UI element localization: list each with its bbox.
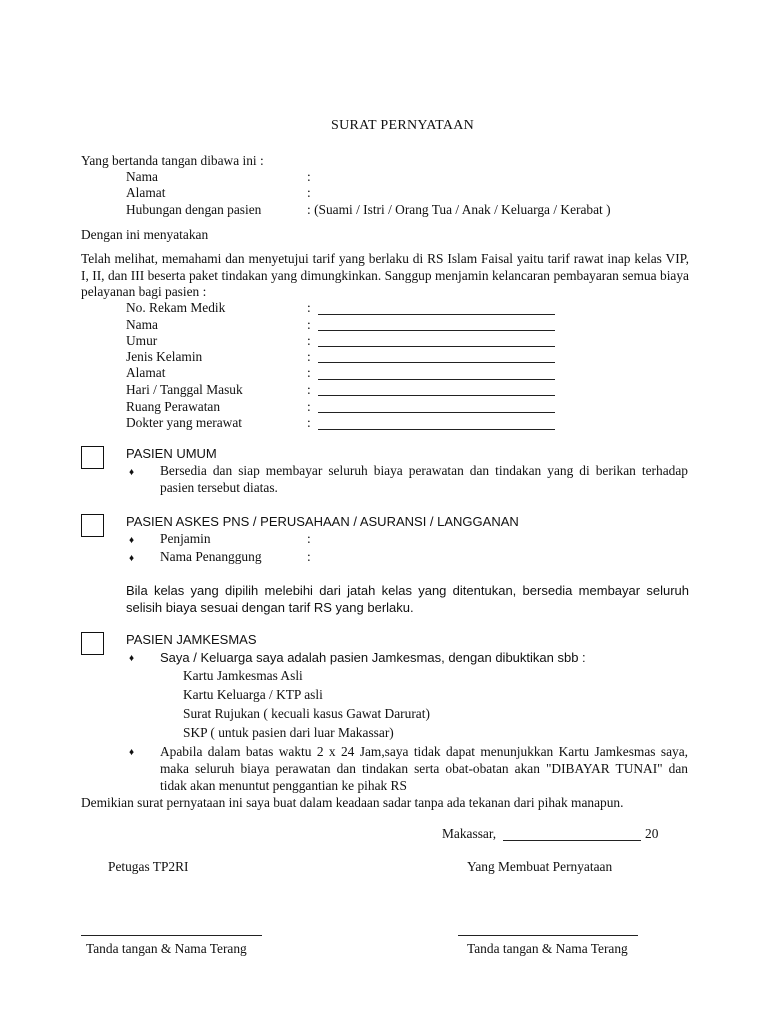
patient-field-colon: : — [307, 365, 311, 380]
bullet-icon: ♦ — [129, 535, 135, 546]
bullet-icon: ♦ — [129, 653, 135, 664]
signer-relation-options: : (Suami / Istri / Orang Tua / Anak / Keluarga / Kerabat ) — [307, 202, 611, 217]
section-heading-umum: PASIEN UMUM — [126, 446, 217, 461]
closing-statement: Demikian surat pernyataan ini saya buat dalam keadaan sadar tanpa ada tekanan dari pihak manapun. — [81, 795, 624, 810]
patient-field-label: Alamat — [126, 365, 166, 380]
signer-name-colon: : — [307, 169, 311, 184]
checkbox-pasien-umum[interactable] — [81, 446, 104, 469]
signature-right-line[interactable] — [458, 935, 638, 936]
askes-item-label: Penjamin — [160, 531, 211, 546]
patient-field-label: Nama — [126, 317, 158, 332]
signer-relation-label: Hubungan dengan pasien — [126, 202, 262, 217]
checkbox-pasien-askes[interactable] — [81, 514, 104, 537]
intro-text: Yang bertanda tangan dibawa ini : — [81, 153, 264, 168]
signer-name-label: Nama — [126, 169, 158, 184]
patient-field-line[interactable] — [318, 314, 555, 315]
place-label: Makassar, — [442, 826, 497, 841]
askes-note: Bila kelas yang dipilih melebihi dari jatah kelas yang ditentukan, bersedia membayar seluruh selisih biaya sesuai dengan tarif RS yang berlaku. — [126, 583, 689, 615]
patient-field-colon: : — [307, 333, 311, 348]
bullet-icon: ♦ — [129, 467, 135, 478]
jamkesmas-doc-item: Kartu Jamkesmas Asli — [183, 668, 303, 683]
patient-field-label: Dokter yang merawat — [126, 415, 243, 430]
bullet-icon: ♦ — [129, 747, 135, 758]
declare-text: Dengan ini menyatakan — [81, 227, 209, 242]
jamkesmas-doc-item: SKP ( untuk pasien dari luar Makassar) — [183, 725, 394, 740]
askes-item-colon: : — [307, 549, 311, 564]
signature-left-line[interactable] — [81, 935, 262, 936]
signature-left-role: Petugas TP2RI — [108, 859, 189, 874]
patient-field-line[interactable] — [318, 379, 555, 380]
signer-address-colon: : — [307, 185, 311, 200]
page-title: SURAT PERNYATAAN — [331, 118, 475, 133]
patient-field-line[interactable] — [318, 346, 555, 347]
askes-item-colon: : — [307, 531, 311, 546]
signature-left-caption: Tanda tangan & Nama Terang — [86, 941, 247, 956]
section-heading-askes: PASIEN ASKES PNS / PERUSAHAAN / ASURANSI / LANGGANAN — [126, 514, 519, 529]
signer-address-label: Alamat — [126, 185, 166, 200]
signature-right-role: Yang Membuat Pernyataan — [467, 859, 613, 874]
patient-field-colon: : — [307, 300, 311, 315]
date-line[interactable] — [503, 840, 641, 841]
section-heading-jamkesmas: PASIEN JAMKESMAS — [126, 632, 257, 647]
patient-field-colon: : — [307, 317, 311, 332]
signature-right-caption: Tanda tangan & Nama Terang — [467, 941, 628, 956]
patient-field-line[interactable] — [318, 429, 555, 430]
year-prefix: 20 — [645, 826, 659, 841]
checkbox-pasien-jamkesmas[interactable] — [81, 632, 104, 655]
patient-field-label: Hari / Tanggal Masuk — [126, 382, 243, 397]
patient-field-colon: : — [307, 415, 311, 430]
patient-field-line[interactable] — [318, 362, 555, 363]
jamkesmas-doc-item: Surat Rujukan ( kecuali kasus Gawat Darurat) — [183, 706, 430, 721]
patient-field-colon: : — [307, 399, 311, 414]
jamkesmas-doc-item: Kartu Keluarga / KTP asli — [183, 687, 323, 702]
patient-field-line[interactable] — [318, 412, 555, 413]
patient-field-label: Jenis Kelamin — [126, 349, 203, 364]
jamkesmas-bullet-2: Apabila dalam batas waktu 2 x 24 Jam,saya tidak dapat menunjukkan Kartu Jamkesmas saya, maka seluruh biaya perawatan dan tindakan serta obat-obatan akan "DIBAYAR TUNAI" dan tidak akan menuntut penggantian ke pihak RS — [160, 744, 688, 793]
umum-bullet-text: Bersedia dan siap membayar seluruh biaya perawatan dan tindakan yang di berikan terhadap pasien tersebut diatas. — [160, 463, 688, 495]
patient-field-label: Ruang Perawatan — [126, 399, 221, 414]
patient-field-label: No. Rekam Medik — [126, 300, 226, 315]
patient-field-line[interactable] — [318, 395, 555, 396]
patient-field-label: Umur — [126, 333, 158, 348]
statement-paragraph: Telah melihat, memahami dan menyetujui tarif yang berlaku di RS Islam Faisal yaitu tarif rawat inap kelas VIP, I, II, dan III beserta paket tindakan yang dimungkinkan. Sanggup menjamin kelancaran pembayaran semua biaya pelayanan bagi pasien : — [81, 251, 689, 299]
askes-item-label: Nama Penanggung — [160, 549, 262, 564]
patient-field-colon: : — [307, 382, 311, 397]
jamkesmas-bullet-1: Saya / Keluarga saya adalah pasien Jamkesmas, dengan dibuktikan sbb : — [160, 650, 586, 665]
bullet-icon: ♦ — [129, 553, 135, 564]
patient-field-colon: : — [307, 349, 311, 364]
patient-field-line[interactable] — [318, 330, 555, 331]
